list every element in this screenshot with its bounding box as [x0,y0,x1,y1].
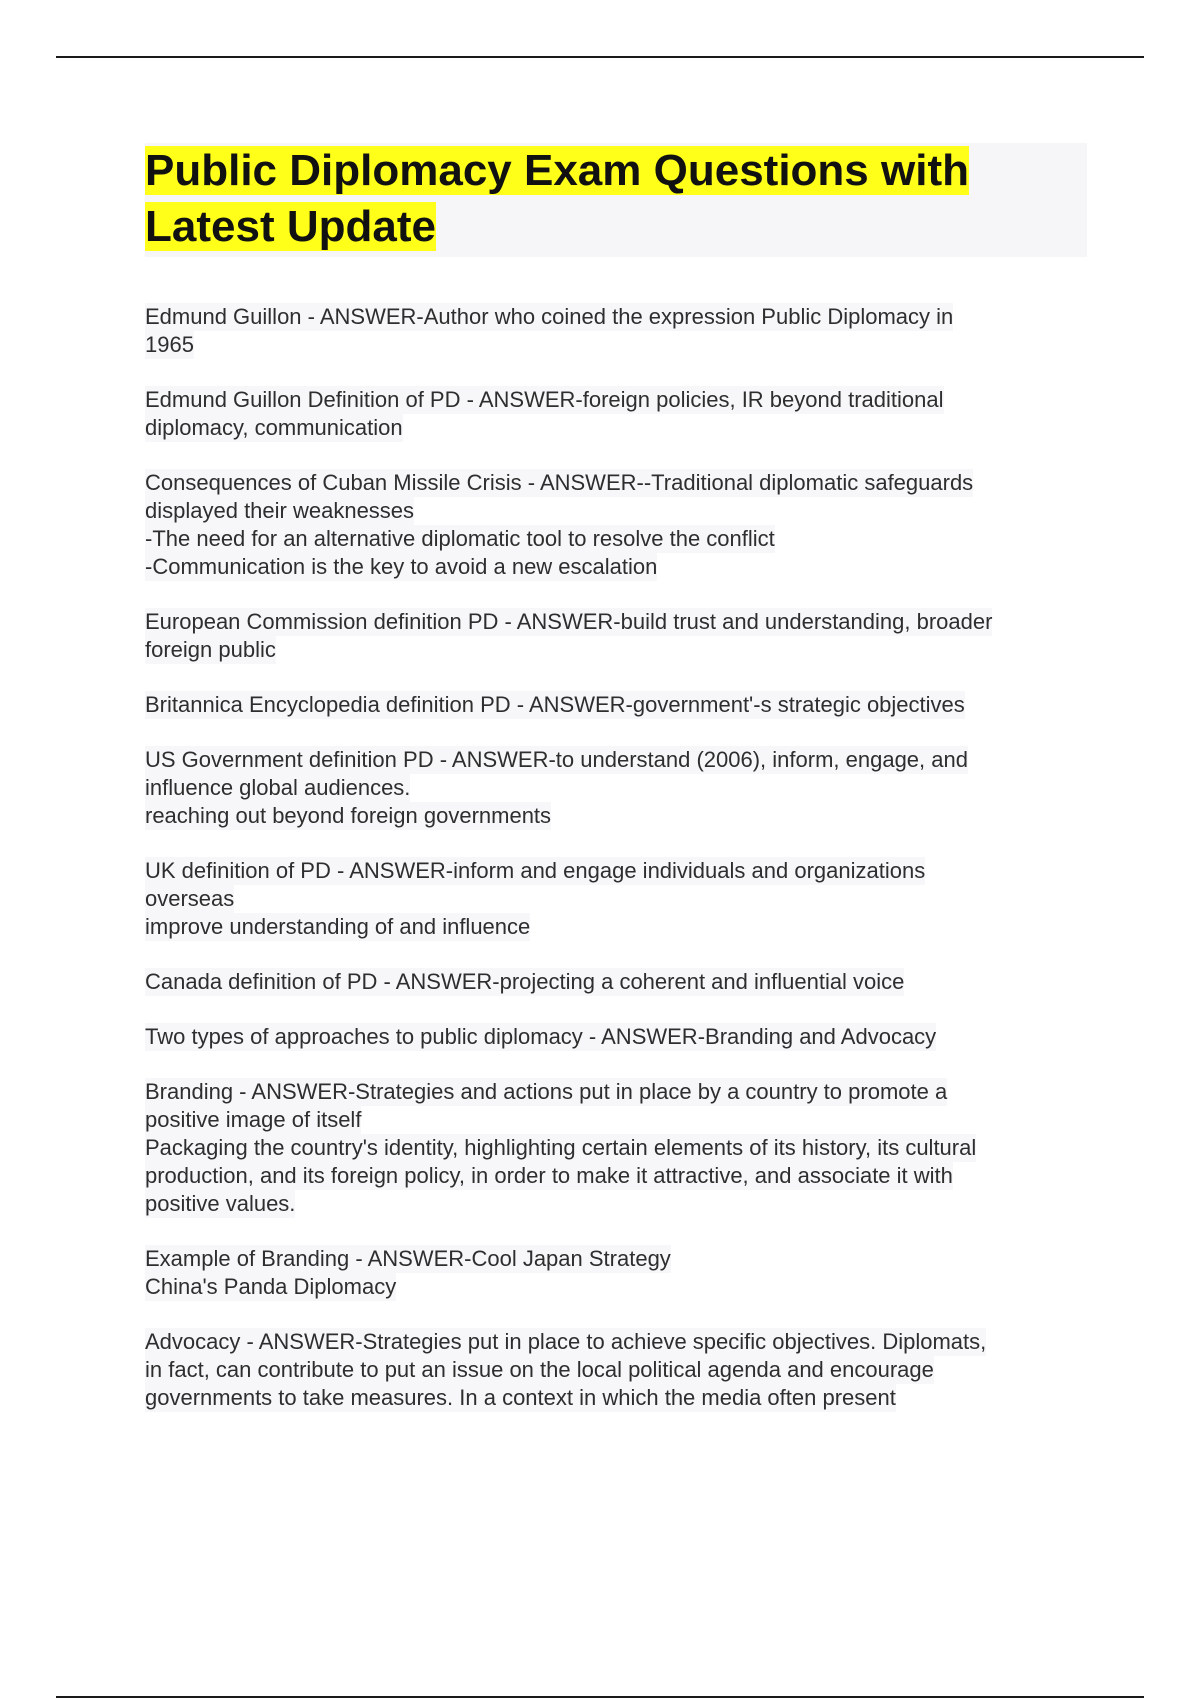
qa-question-line: Edmund Guillon - ANSWER-Author who coined the expression Public Diplomacy in [145,304,954,329]
qa-question-line: Example of Branding - ANSWER-Cool Japan Strategy [145,1246,671,1271]
qa-answer-line: foreign public [145,637,276,662]
qa-answer-line: reaching out beyond foreign governments [145,803,552,828]
top-rule [56,56,1144,58]
qa-question-line: Two types of approaches to public diplomacy - ANSWER-Branding and Advocacy [145,1024,937,1049]
qa-answer-line: -Communication is the key to avoid a new escalation [145,554,658,579]
qa-question-line: Canada definition of PD - ANSWER-projecting a coherent and influential voice [145,969,905,994]
qa-entry [145,608,1095,664]
qa-entry [145,857,1095,941]
qa-entry [145,303,1095,359]
qa-entry [145,386,1095,442]
bottom-rule [56,1696,1144,1698]
page-title [145,143,1087,255]
qa-entry [145,968,1095,996]
qa-entry [145,469,1095,581]
qa-question-line: Branding - ANSWER-Strategies and actions put in place by a country to promote a [145,1079,948,1104]
qa-answer-line: Packaging the country's identity, highlighting certain elements of its history, its cultural [145,1135,977,1160]
qa-question-line: US Government definition PD - ANSWER-to understand (2006), inform, engage, and [145,747,968,772]
qa-entry [145,1328,1095,1412]
qa-list [145,303,1095,1439]
qa-entry [145,746,1095,830]
qa-answer-line: governments to take measures. In a context in which the media often present [145,1385,896,1410]
qa-answer-line: 1965 [145,332,194,357]
qa-answer-line: production, and its foreign policy, in order to make it attractive, and associate it with [145,1163,953,1188]
qa-answer-line: China's Panda Diplomacy [145,1274,397,1299]
qa-entry [145,1078,1095,1218]
qa-answer-line: displayed their weaknesses [145,498,415,523]
qa-question-line: Edmund Guillon Definition of PD - ANSWER-foreign policies, IR beyond traditional [145,387,944,412]
qa-answer-line: -The need for an alternative diplomatic tool to resolve the conflict [145,526,775,551]
qa-entry [145,691,1095,719]
qa-question-line: UK definition of PD - ANSWER-inform and engage individuals and organizations [145,858,926,883]
qa-question-line: Britannica Encyclopedia definition PD - ANSWER-government'-s strategic objectives [145,692,965,717]
title-block [145,143,1087,257]
qa-question-line: Advocacy - ANSWER-Strategies put in place to achieve specific objectives. Diplomats, [145,1329,987,1354]
qa-answer-line: positive values. [145,1191,296,1216]
qa-answer-line: diplomacy, communication [145,415,403,440]
title-line-2: Latest Update [145,202,436,251]
qa-answer-line: overseas [145,886,235,911]
qa-answer-line: in fact, can contribute to put an issue on the local political agenda and encourage [145,1357,934,1382]
qa-question-line: Consequences of Cuban Missile Crisis - ANSWER--Traditional diplomatic safeguards [145,470,974,495]
qa-entry [145,1023,1095,1051]
qa-answer-line: improve understanding of and influence [145,914,531,939]
qa-answer-line: positive image of itself [145,1107,362,1132]
title-line-1: Public Diplomacy Exam Questions with [145,146,969,195]
qa-question-line: European Commission definition PD - ANSWER-build trust and understanding, broader [145,609,993,634]
qa-entry [145,1245,1095,1301]
qa-answer-line: influence global audiences. [145,775,411,800]
